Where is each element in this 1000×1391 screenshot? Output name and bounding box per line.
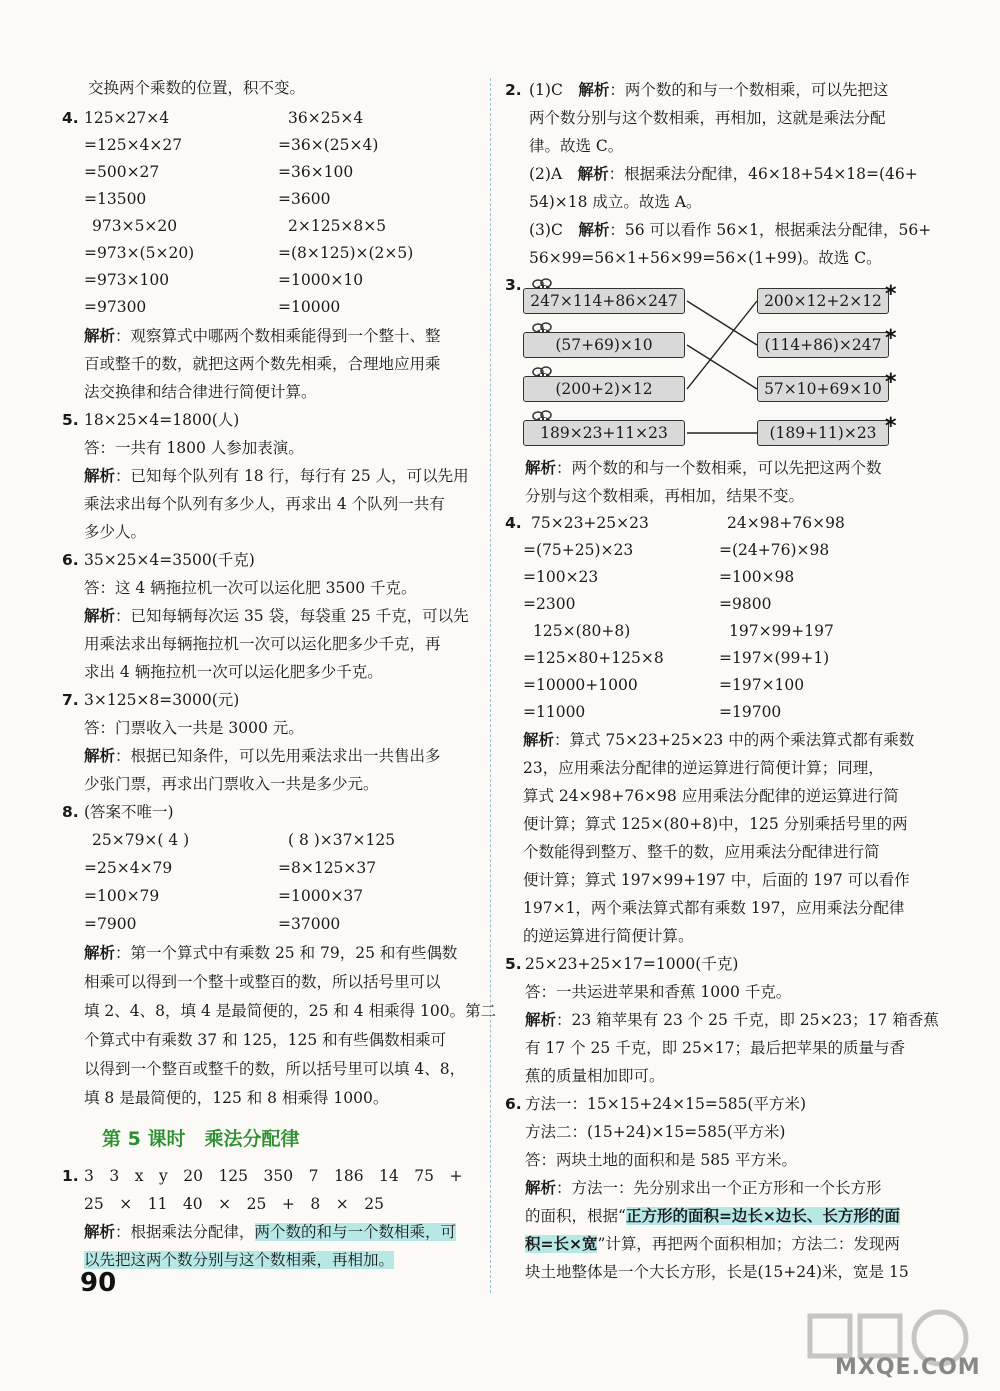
item-number: 4.: [505, 514, 522, 532]
analysis-line: [84, 606, 469, 626]
text-line: [84, 1250, 394, 1270]
text-line: [525, 1234, 900, 1254]
match-line: [687, 345, 757, 389]
match-left-item: (57+69)×10: [523, 332, 685, 358]
analysis-label: 解析: [84, 747, 116, 765]
calc-line: =10000+1000: [523, 676, 638, 694]
analysis-text: ：两个数的和与一个数相乘，可以先把这: [609, 81, 889, 99]
calc-line: =100×23: [523, 568, 599, 586]
calc-line: 24×98+76×98: [727, 514, 845, 532]
calc-line: 75×23+25×23: [531, 514, 649, 532]
calc-line: 2×125×8×5: [288, 217, 387, 235]
analysis-line: [84, 326, 441, 346]
text-line: (答案不唯一): [84, 803, 174, 821]
calc-line: =500×27: [84, 163, 160, 181]
item-number: 3.: [505, 276, 522, 294]
item-number: 1.: [62, 1167, 79, 1185]
calc-line: =7900: [84, 915, 137, 933]
match-left-item: 247×114+86×247: [523, 288, 685, 314]
item-number: 6.: [62, 551, 79, 569]
text-line: 算式 24×98+76×98 应用乘法分配律的逆运算进行简: [523, 787, 899, 805]
star-icon: *: [885, 282, 897, 307]
calc-line: =11000: [523, 703, 586, 721]
calc-line: =973×(5×20): [84, 244, 195, 262]
analysis-label: 解析: [578, 81, 610, 99]
analysis-line: [529, 80, 888, 100]
calc-line: =973×100: [84, 271, 170, 289]
answer-line: 答：一共有 1800 人参加表演。: [84, 439, 304, 457]
calc-line: 25×79×( 4 ): [92, 831, 190, 849]
text-line: 便计算；算式 125×(80+8)中，125 分别乘括号里的两: [523, 815, 908, 833]
calc-line: =25×4×79: [84, 859, 173, 877]
calc-line: 125×27×4: [84, 109, 170, 127]
calc-line: =36×(25×4): [278, 136, 379, 154]
calc-line: =125×80+125×8: [523, 649, 664, 667]
match-right-item: (189+11)×23: [757, 420, 889, 446]
analysis-text: 的面积，根据“: [525, 1207, 626, 1225]
calc-line: =9800: [719, 595, 772, 613]
answer-line: 25 × 11 40 × 25 + 8 × 25: [84, 1195, 384, 1213]
text-line: 求出 4 辆拖拉机一次可以运化肥多少千克。: [84, 663, 383, 681]
analysis-line: [525, 1178, 882, 1198]
analysis-line: [84, 1222, 456, 1242]
calc-line: 125×(80+8): [533, 622, 631, 640]
calc-line: 方法一：15×15+24×15=585(平方米): [525, 1095, 807, 1113]
star-icon: *: [885, 370, 897, 395]
highlighted-text: 以先把这两个数分别与这个数相乘，再相加。: [84, 1251, 395, 1269]
highlighted-text: 两个数的和与一个数相乘，可: [254, 1223, 457, 1241]
highlighted-text: 正方形的面积=边长×边长、长方形的面: [625, 1207, 900, 1225]
item-number: 5.: [505, 955, 522, 973]
text-line: 197×1，两个乘法算式都有乘数 197，应用乘法分配律: [523, 899, 905, 917]
answer-line: 答：一共运进苹果和香蕉 1000 千克。: [525, 983, 792, 1001]
analysis-text: ：根据已知条件，可以先用乘法求出一共售出多: [115, 747, 441, 765]
text-line: 少张门票，再求出门票收入一共是多少元。: [84, 775, 379, 793]
analysis-text: ：第一个算式中有乘数 25 和 79，25 和有些偶数: [115, 944, 458, 962]
choice-answer: (2)A: [529, 165, 578, 183]
calc-line: =100×98: [719, 568, 795, 586]
calc-line: =2300: [523, 595, 576, 613]
calc-line: 973×5×20: [92, 217, 178, 235]
text-line: 的逆运算进行简便计算。: [523, 927, 694, 945]
text-line: 律。故选 C。: [529, 137, 624, 155]
calc-line: =197×(99+1): [719, 649, 830, 667]
calc-line: 18×25×4=1800(人): [84, 411, 240, 429]
calc-line: =197×100: [719, 676, 805, 694]
analysis-label: 解析: [84, 467, 116, 485]
calc-line: =1000×37: [278, 887, 364, 905]
calc-line: =100×79: [84, 887, 160, 905]
text-line: 用乘法求出每辆拖拉机一次可以运化肥多少千克，再: [84, 635, 441, 653]
match-right-item: 200×12+2×12: [757, 288, 889, 314]
text-line: 个算式中有乘数 37 和 125，125 和有些偶数相乘可: [84, 1031, 447, 1049]
text-line: 23，应用乘法分配律的逆运算进行简便计算；同理，: [523, 759, 884, 777]
analysis-text: ：已知每辆每次运 35 袋，每袋重 25 千克，可以先: [115, 607, 469, 625]
item-number: 4.: [62, 109, 79, 127]
text-line: 块土地整体是一个大长方形，长是(15+24)米，宽是 15: [525, 1263, 909, 1281]
item-number: 2.: [505, 81, 522, 99]
calc-line: =36×100: [278, 163, 354, 181]
analysis-label: 解析: [84, 944, 116, 962]
match-right-item: (114+86)×247: [757, 332, 889, 358]
analysis-text: ：方法一：先分别求出一个正方形和一个长方形: [556, 1179, 882, 1197]
match-right-item: 57×10+69×10: [757, 376, 889, 402]
analysis-text: ：观察算式中哪两个数相乘能得到一个整十、整: [115, 327, 441, 345]
text-line: 填 8 是最简便的，125 和 8 相乘得 1000。: [84, 1089, 389, 1107]
text-line: 54)×18 成立。故选 A。: [529, 193, 702, 211]
calc-line: 197×99+197: [729, 622, 834, 640]
lesson-title: 第 5 课时 乘法分配律: [102, 1128, 300, 1150]
analysis-line: [525, 458, 882, 478]
analysis-line: [84, 746, 441, 766]
column-divider: [490, 78, 491, 1293]
analysis-label: 解析: [84, 1223, 116, 1241]
calc-line: =97300: [84, 298, 147, 316]
star-icon: *: [885, 326, 897, 351]
analysis-label: 解析: [523, 731, 555, 749]
calc-line: =37000: [278, 915, 341, 933]
analysis-label: 解析: [577, 165, 609, 183]
matching-diagram: [505, 270, 920, 450]
analysis-label: 解析: [84, 607, 116, 625]
text-line: 两个数分别与这个数相乘，再相加，这就是乘法分配: [529, 109, 886, 127]
text-line: 分别与这个数相乘，再相加，结果不变。: [525, 487, 805, 505]
text-line: 蕉的质量相加即可。: [525, 1067, 665, 1085]
answer-line: 答：这 4 辆拖拉机一次可以运化肥 3500 千克。: [84, 579, 417, 597]
match-left-item: 189×23+11×23: [523, 420, 685, 446]
answer-line: 3 3 x y 20 125 350 7 186 14 75 +: [84, 1167, 463, 1185]
text-line: 百或整千的数，就把这两个数先相乘，合理地应用乘: [84, 355, 441, 373]
calc-line: =3600: [278, 190, 331, 208]
calc-line: =(8×125)×(2×5): [278, 244, 414, 262]
analysis-line: [529, 164, 918, 184]
calc-line: =19700: [719, 703, 782, 721]
choice-answer: (3)C: [529, 221, 579, 239]
analysis-label: 解析: [84, 327, 116, 345]
item-number: 6.: [505, 1095, 522, 1113]
analysis-line: [529, 220, 931, 240]
analysis-line: [84, 466, 469, 486]
answer-line: 答：两块土地的面积和是 585 平方米。: [525, 1151, 797, 1169]
calc-line: 36×25×4: [288, 109, 364, 127]
calc-line: =(75+25)×23: [523, 541, 634, 559]
calc-line: =(24+76)×98: [719, 541, 830, 559]
text-line: 交换两个乘数的位置，积不变。: [88, 79, 306, 97]
matching-lines: [505, 270, 920, 450]
analysis-label: 解析: [525, 1011, 557, 1029]
calc-line: =10000: [278, 298, 341, 316]
text-line: 乘法求出每个队列有多少人，再求出 4 个队列一共有: [84, 495, 445, 513]
item-number: 5.: [62, 411, 79, 429]
analysis-text: ：23 箱苹果有 23 个 25 千克，即 25×23；17 箱香蕉: [556, 1011, 939, 1029]
text-line: 有 17 个 25 千克，即 25×17；最后把苹果的质量与香: [525, 1039, 906, 1057]
analysis-text: ：两个数的和与一个数相乘，可以先把这两个数: [556, 459, 882, 477]
text-line: 便计算；算式 197×99+197 中，后面的 197 可以看作: [523, 871, 910, 889]
calc-line: =13500: [84, 190, 147, 208]
text-line: 56×99=56×1+56×99=56×(1+99)。故选 C。: [529, 249, 882, 267]
analysis-label: 解析: [525, 1179, 557, 1197]
analysis-text: ：算式 75×23+25×23 中的两个乘法算式都有乘数: [554, 731, 915, 749]
analysis-line: [525, 1010, 939, 1030]
watermark-text: MXQE.COM: [835, 1355, 981, 1380]
analysis-label: 解析: [525, 459, 557, 477]
text-line: 多少人。: [84, 523, 147, 541]
calc-line: =125×4×27: [84, 136, 183, 154]
item-number: 8.: [62, 803, 79, 821]
calc-line: 35×25×4=3500(千克): [84, 551, 255, 569]
calc-line: =8×125×37: [278, 859, 377, 877]
analysis-text: ：根据乘法分配律，46×18+54×18=(46+: [608, 165, 918, 183]
star-icon: *: [885, 414, 897, 439]
analysis-text: ：已知每个队列有 18 行，每行有 25 人，可以先用: [115, 467, 469, 485]
analysis-line: [523, 730, 914, 750]
item-number: 7.: [62, 691, 79, 709]
analysis-text: ”计算，再把两个面积相加；方法二：发现两: [597, 1235, 900, 1253]
analysis-text: ：根据乘法分配律，: [115, 1223, 255, 1241]
match-line: [687, 301, 757, 345]
calc-line: =1000×10: [278, 271, 364, 289]
text-line: 以得到一个整百或整千的数，所以括号里可以填 4、8，: [84, 1060, 466, 1078]
calc-line: ( 8 )×37×125: [288, 831, 396, 849]
analysis-line: [84, 943, 457, 963]
text-line: [525, 1206, 900, 1226]
text-line: 填 2、4、8，填 4 是最简便的，25 和 4 相乘得 100。第二: [84, 1002, 497, 1020]
text-line: 法交换律和结合律进行简便计算。: [84, 383, 317, 401]
match-left-item: (200+2)×12: [523, 376, 685, 402]
analysis-text: ：56 可以看作 56×1，根据乘法分配律，56+: [609, 221, 932, 239]
calc-line: 25×23+25×17=1000(千克): [525, 955, 739, 973]
text-line: 相乘可以得到一个整十或整百的数，所以括号里可以: [84, 973, 441, 991]
calc-line: 3×125×8=3000(元): [84, 691, 240, 709]
answer-line: 答：门票收入一共是 3000 元。: [84, 719, 304, 737]
match-line: [687, 301, 757, 389]
text-line: 个数能得到整万、整千的数，应用乘法分配律进行简: [523, 843, 880, 861]
highlighted-text: 积=长×宽: [525, 1235, 598, 1253]
analysis-label: 解析: [578, 221, 610, 239]
page-number: 90: [80, 1268, 117, 1298]
calc-line: 方法二：(15+24)×15=585(平方米): [525, 1123, 786, 1141]
choice-answer: (1)C: [529, 81, 579, 99]
